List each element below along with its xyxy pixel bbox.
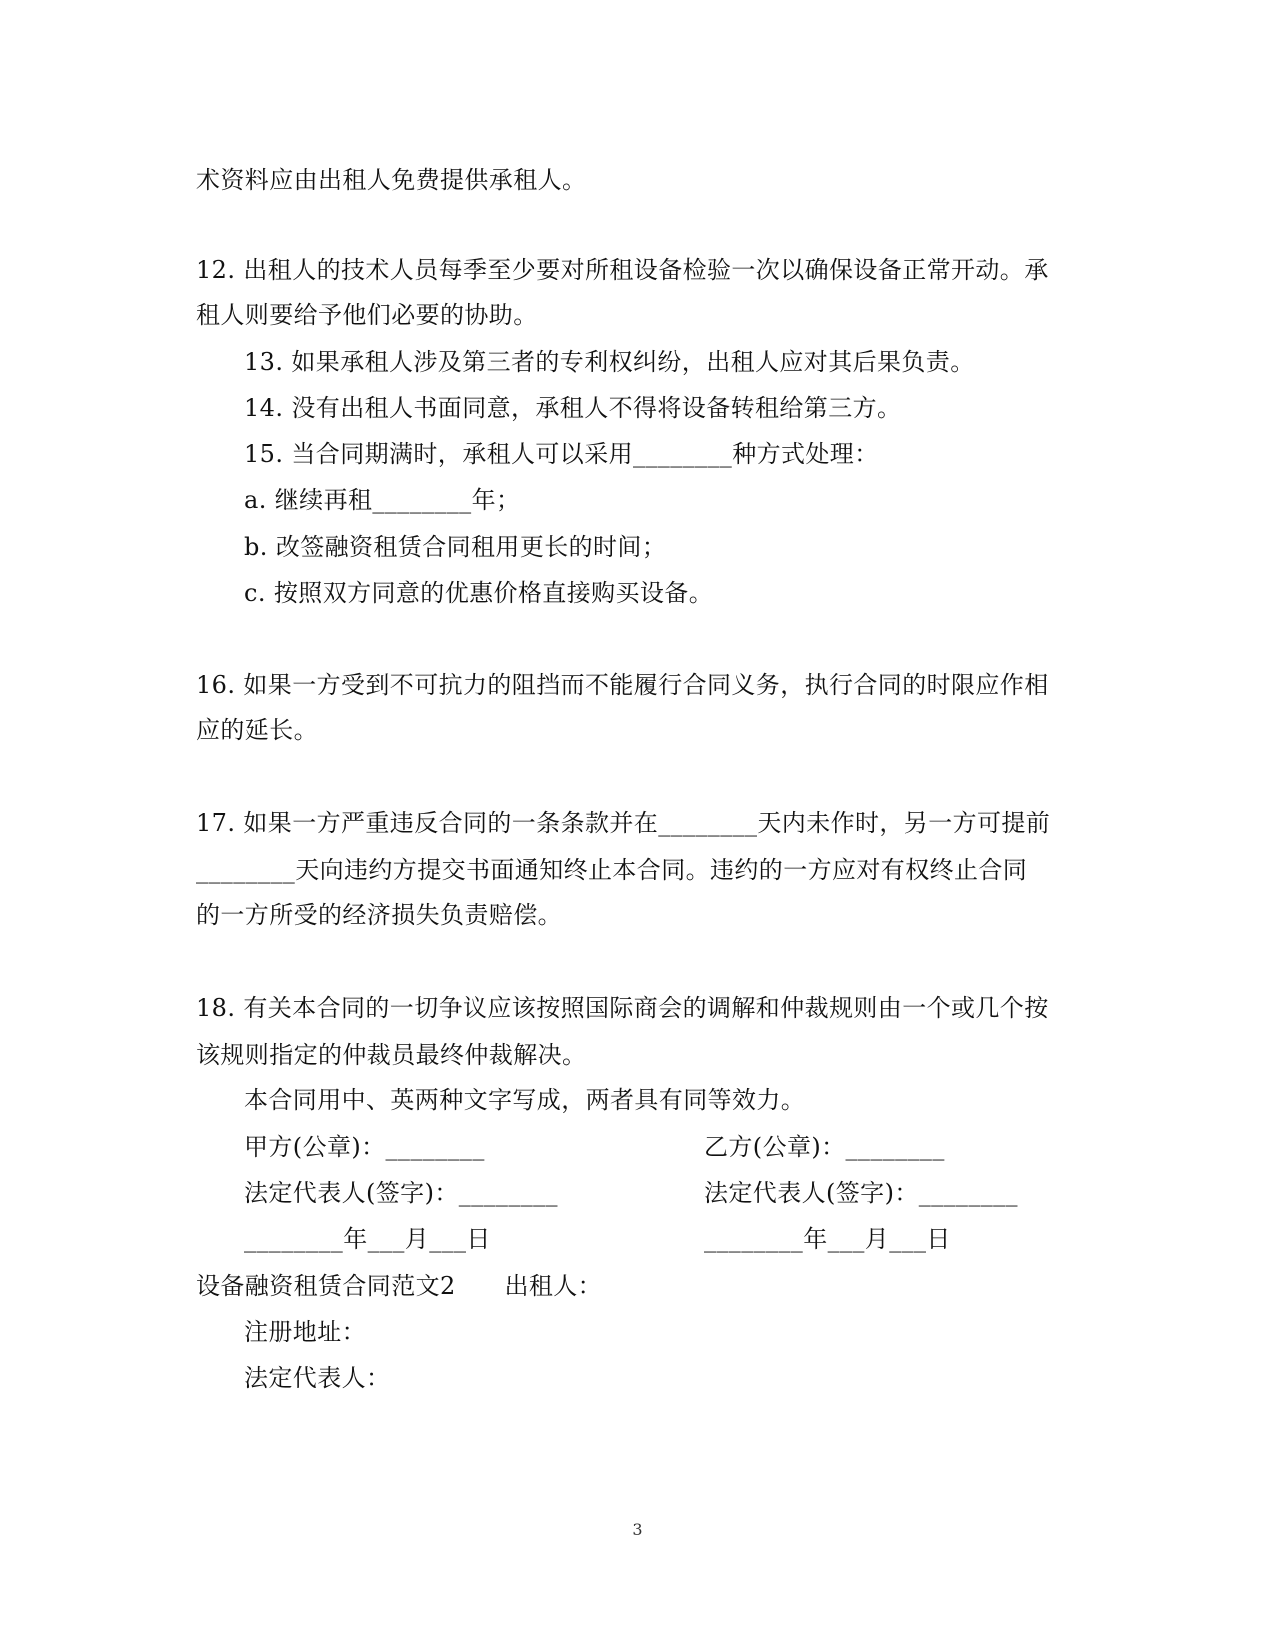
clause-15-option-c: c. 按照双方同意的优惠价格直接购买设备。 <box>244 579 714 607</box>
party-a-rep-field: 法定代表人(签字)：________ <box>244 1179 558 1207</box>
clause-12-line-1: 12. 出租人的技术人员每季至少要对所租设备检验一次以确保设备正常开动。承 <box>196 256 1049 284</box>
party-b-rep-field: 法定代表人(签字)：________ <box>704 1179 1018 1207</box>
clause-16-line-1: 16. 如果一方受到不可抗力的阻挡而不能履行合同义务，执行合同的时限应作相 <box>196 671 1049 699</box>
language-clause: 本合同用中、英两种文字写成，两者具有同等效力。 <box>244 1086 806 1114</box>
clause-14: 14. 没有出租人书面同意，承租人不得将设备转租给第三方。 <box>244 394 902 422</box>
clause-17-line-1: 17. 如果一方严重违反合同的一条条款并在________天内未作时，另一方可提前 <box>196 809 1051 837</box>
legal-representative-field: 法定代表人： <box>244 1364 391 1392</box>
clause-15-option-b: b. 改签融资租赁合同租用更长的时间； <box>244 533 667 561</box>
clause-12-line-2: 租人则要给予他们必要的协助。 <box>196 301 538 329</box>
registered-address-field: 注册地址： <box>244 1318 366 1346</box>
clause-17-line-2: ________天向违约方提交书面通知终止本合同。违约的一方应对有权终止合同 <box>196 856 1028 884</box>
clause-18-line-2: 该规则指定的仲裁员最终仲裁解决。 <box>196 1041 587 1069</box>
clause-16-line-2: 应的延长。 <box>196 716 318 744</box>
party-b-seal-field: 乙方(公章)：________ <box>704 1133 945 1161</box>
party-a-date-field: ________年___月___日 <box>244 1225 491 1253</box>
clause-17-line-3: 的一方所受的经济损失负责赔偿。 <box>196 901 562 929</box>
clause-18-line-1: 18. 有关本合同的一切争议应该按照国际商会的调解和仲裁规则由一个或几个按 <box>196 994 1049 1022</box>
party-a-seal-field: 甲方(公章)：________ <box>244 1133 485 1161</box>
clause-15-option-a: a. 继续再租________年； <box>244 486 521 514</box>
clause-15: 15. 当合同期满时，承租人可以采用________种方式处理： <box>244 440 879 468</box>
sample-2-title: 设备融资租赁合同范文2 出租人： <box>196 1272 603 1300</box>
clause-13: 13. 如果承租人涉及第三者的专利权纠纷，出租人应对其后果负责。 <box>244 348 975 376</box>
paragraph-line: 术资料应由出租人免费提供承租人。 <box>196 166 587 194</box>
page-number: 3 <box>632 1520 643 1539</box>
party-b-date-field: ________年___月___日 <box>704 1225 951 1253</box>
